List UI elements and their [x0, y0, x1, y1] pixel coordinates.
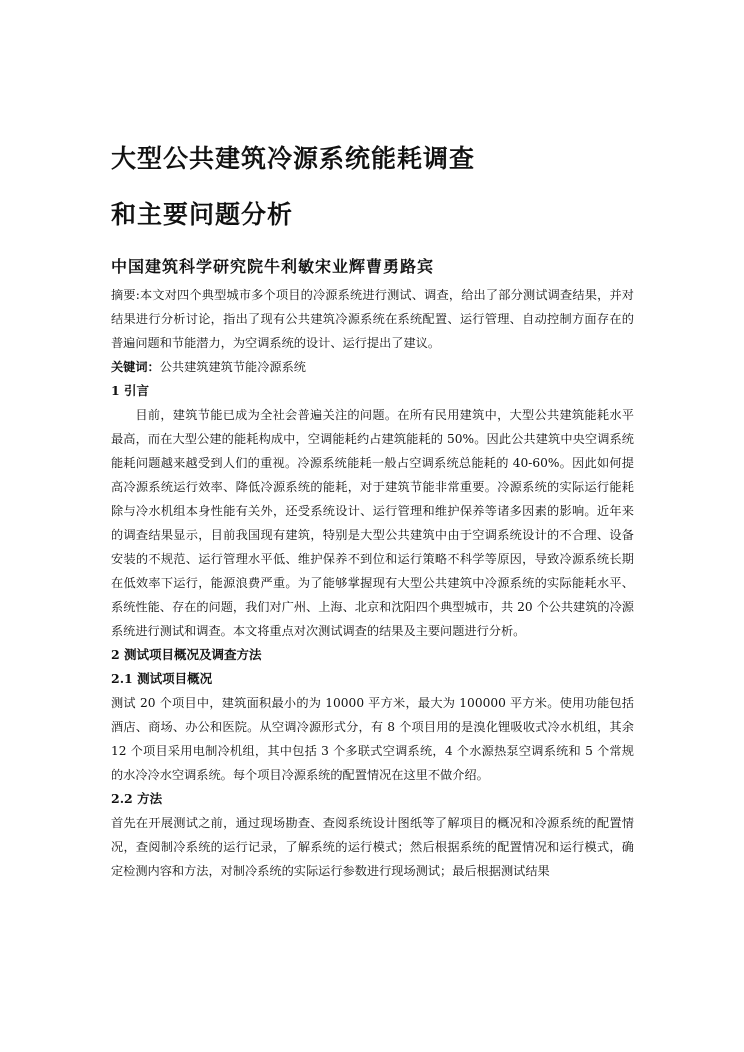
keywords-text: 公共建筑建筑节能冷源系统 [159, 360, 306, 374]
section-1-heading: 1 引言 [111, 383, 150, 398]
keywords-label: 关键词： [111, 360, 160, 374]
keywords [111, 355, 634, 379]
authors: 中国建筑科学研究院牛利敏宋业辉曹勇路宾 [111, 257, 435, 276]
title-line-2: 和主要问题分析 [111, 200, 294, 229]
section-2-2-paragraph: 首先在开展测试之前，通过现场勘查、查阅系统设计图纸等了解项目的概况和冷源系统的配置情况，查阅制冷系统的运行记录，了解系统的运行模式；然后根据系统的配置情况和运行模式，确定检测内容和方法，对制冷系统的实际运行参数进行现场测试；最后根据测试结果 [111, 816, 634, 878]
abstract: 摘要:本文对四个典型城市多个项目的冷源系统进行测试、调查，给出了部分测试调查结果，并对结果进行分析讨论，指出了现有公共建筑冷源系统在系统配置、运行管理、自动控制方面存在的普遍问题和节能潜力，为空调系统的设计、运行提出了建议。 [111, 288, 634, 350]
section-1-paragraph: 目前，建筑节能已成为全社会普遍关注的问题。在所有民用建筑中，大型公共建筑能耗水平最高，而在大型公建的能耗构成中，空调能耗约占建筑能耗的 50%。因此公共建筑中央空调系统能耗问题越来越受到人们的重视。冷源系统能耗一般占空调系统总能耗的 40-60%。因此如何提高冷源系统运行效率、降低冷源系统的能耗，对于建筑节能非常重要。冷源系统的实际运行能耗除与冷水机组本身性能有关外，还受系统设计、运行管理和维护保养等诸多因素的影响。近年来的调查结果显示，目前我国现有建筑，特别是大型公共建筑中由于空调系统设计的不合理、设备安装的不规范、运行管理水平低、维护保养不到位和运行策略不科学等原因，导致冷源系统长期在低效率下运行，能源浪费严重。为了能够掌握现有大型公共建筑中冷源系统的实际能耗水平、系统性能、存在的问题，我们对广州、上海、北京和沈阳四个典型城市，共 20 个公共建筑的冷源系统进行测试和调查。本文将重点对次测试调查的结果及主要问题进行分析。 [111, 408, 634, 638]
section-2-1-heading: 2.1 测试项目概况 [111, 671, 213, 686]
section-2-2-heading: 2.2 方法 [111, 791, 163, 806]
section-2-heading: 2 测试项目概况及调查方法 [111, 647, 262, 662]
body-text [111, 283, 634, 883]
section-2-1-paragraph: 测试 20 个项目中，建筑面积最小的为 10000 平方米，最大为 100000 平方米。使用功能包括酒店、商场、办公和医院。从空调冷源形式分，有 8 个项目用的是溴化锂吸收式冷水机组，其余 12 个项目采用电制冷机组，其中包括 3 个多联式空调系统，4 个水源热泵空调系统和 5 个常规的水冷冷水空调系统。每个项目冷源系统的配置情况在这里不做介绍。 [111, 696, 634, 782]
title-line-1: 大型公共建筑冷源系统能耗调查 [111, 144, 476, 173]
